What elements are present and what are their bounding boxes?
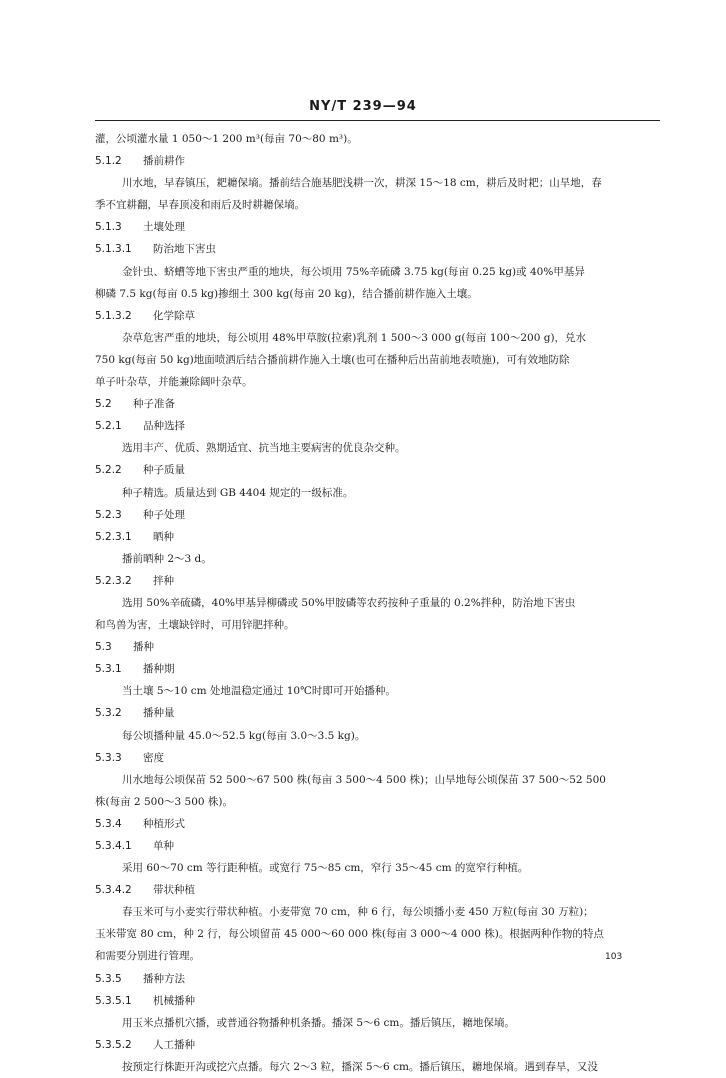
section-title: 播种: [133, 641, 154, 654]
section-title: 人工播种: [153, 1038, 195, 1051]
paragraph-line: 750 kg(每亩 50 kg)地面喷洒后结合播前耕作施入土壤(也可在播种后出苗前地表喷施)，可有效地防除: [95, 353, 570, 366]
section-heading: [95, 459, 660, 481]
section-number: 5.2.3: [95, 508, 122, 521]
section-title: 带状种植: [153, 884, 195, 897]
paragraph-line: 和鸟兽为害，土壤缺锌时，可用锌肥拌种。: [95, 619, 295, 632]
section-heading: [95, 150, 660, 172]
paragraph-first-line: 用玉米点播机穴播，或普通谷物播种机条播。播深 5～6 cm。播后镇压，耱地保墒。: [122, 1016, 515, 1029]
section-title: 种植形式: [143, 817, 185, 830]
section-heading: [95, 526, 660, 548]
section-title: 种子处理: [143, 508, 185, 521]
document-body: [95, 128, 660, 1078]
section-heading: [95, 747, 660, 769]
paragraph-first-line: 每公顷播种量 45.0～52.5 kg(每亩 3.0～3.5 kg)。: [122, 729, 366, 742]
section-number: 5.3.4.1: [95, 840, 132, 852]
section-number: 5.3.3: [95, 751, 122, 764]
paragraph-first-line: 春玉米可与小麦实行带状种植。小麦带宽 70 cm，种 6 行，每公顷播小麦 450 万粒(每亩 30 万粒)；: [122, 906, 594, 919]
paragraph-first-line: 当土壤 5～10 cm 处地温稳定通过 10℃时即可开始播种。: [122, 685, 396, 698]
section-heading: [95, 1034, 660, 1056]
paragraph-line: 玉米带宽 80 cm，种 2 行，每公顷留苗 45 000～60 000 株(每亩 3 000～4 000 株)。根据两种作物的特点: [95, 928, 604, 941]
section-number: 5.1.3.2: [95, 309, 132, 322]
page-number: 103: [605, 952, 623, 962]
section-heading: [95, 813, 660, 835]
paragraph-line: 和需要分别进行管理。: [95, 950, 200, 963]
paragraph-line: 季不宜耕翻，早春顶凌和雨后及时耕耱保墒。: [95, 199, 305, 212]
section-heading: [95, 990, 660, 1012]
paragraph-line: 灌，公顷灌水量 1 050～1 200 m³(每亩 70～80 m³)。: [95, 133, 358, 145]
section-heading: [95, 879, 660, 901]
section-number: 5.3.4.2: [95, 884, 132, 897]
paragraph-first-line: 种子精选。质量达到 GB 4404 规定的一级标准。: [122, 486, 354, 499]
section-heading: [95, 415, 660, 437]
section-title: 晒种: [153, 530, 174, 543]
paragraph-first-line: 采用 60～70 cm 等行距种植。或宽行 75～85 cm，窄行 35～45 cm 的宽窄行种植。: [122, 862, 529, 875]
section-heading: [95, 968, 660, 990]
section-heading: [95, 504, 660, 526]
section-number: 5.2.2: [95, 464, 122, 477]
section-title: 播前耕作: [143, 155, 185, 168]
section-number: 5.3.5: [95, 972, 122, 985]
paragraph-first-line: 选用丰产、优质、熟期适宜、抗当地主要病害的优良杂交种。: [122, 442, 406, 455]
section-number: 5.3: [95, 641, 112, 654]
section-title: 种子质量: [143, 464, 185, 477]
section-number: 5.2.1: [95, 420, 122, 433]
section-title: 单种: [153, 840, 174, 852]
section-heading: [95, 835, 660, 857]
section-heading: [95, 216, 660, 238]
section-number: 5.1.3: [95, 221, 122, 234]
section-title: 播种方法: [143, 972, 185, 985]
paragraph-first-line: 按预定行株距开沟或挖穴点播。每穴 2～3 粒，播深 5～6 cm。播后镇压，耱地保墒。遇到春旱，又没: [122, 1060, 598, 1073]
section-title: 密度: [143, 751, 164, 764]
section-number: 5.1.2: [95, 155, 122, 168]
section-number: 5.2: [95, 398, 112, 411]
section-title: 拌种: [153, 574, 174, 587]
section-number: 5.3.2: [95, 707, 122, 720]
paragraph-first-line: 川水地，早春镇压，耙耱保墒。播前结合施基肥浅耕一次，耕深 15～18 cm，耕后及时耙；山旱地，春: [122, 177, 602, 190]
section-title: 种子准备: [133, 398, 175, 411]
section-number: 5.3.4: [95, 817, 122, 830]
paragraph-first-line: 金针虫、蛴螬等地下害虫严重的地块，每公顷用 75%辛硫磷 3.75 kg(每亩 0.25 kg)或 40%甲基异: [122, 265, 585, 278]
section-heading: [95, 393, 660, 415]
section-heading: [95, 305, 660, 327]
section-heading: [95, 658, 660, 680]
section-heading: [95, 636, 660, 658]
section-title: 品种选择: [143, 420, 185, 433]
section-number: 5.3.1: [95, 663, 122, 676]
paragraph-first-line: 选用 50%辛硫磷，40%甲基异柳磷或 50%甲胺磷等农药按种子重量的 0.2%拌种，防治地下害虫: [122, 596, 576, 609]
section-number: 5.3.5.1: [95, 994, 132, 1007]
header-rule: [95, 120, 660, 121]
paragraph-first-line: 杂草危害严重的地块，每公顷用 48%甲草胺(拉索)乳剂 1 500～3 000 g(每亩 100～200 g)，兑水: [122, 331, 587, 344]
section-number: 5.2.3.2: [95, 574, 132, 587]
section-title: 化学除草: [153, 309, 195, 322]
paragraph-first-line: 播前晒种 2～3 d。: [122, 552, 212, 565]
page-header: NY/T 239—94: [309, 99, 417, 114]
section-title: 防治地下害虫: [153, 243, 216, 256]
section-heading: [95, 570, 660, 592]
section-number: 5.1.3.1: [95, 243, 132, 256]
paragraph-line: 株(每亩 2 500～3 500 株)。: [95, 795, 233, 808]
section-title: 土壤处理: [143, 221, 185, 234]
section-title: 播种量: [143, 707, 175, 720]
section-title: 播种期: [143, 663, 175, 676]
paragraph-line: 柳磷 7.5 kg(每亩 0.5 kg)掺细土 300 kg(每亩 20 kg)，结合播前耕作施入土壤。: [95, 287, 478, 300]
section-number: 5.3.5.2: [95, 1038, 132, 1051]
section-number: 5.2.3.1: [95, 530, 132, 543]
section-heading: [95, 238, 660, 260]
section-heading: [95, 702, 660, 724]
paragraph-first-line: 川水地每公顷保苗 52 500～67 500 株(每亩 3 500～4 500 株)；山旱地每公顷保苗 37 500～52 500: [122, 773, 606, 786]
paragraph-line: 单子叶杂草，并能兼除阔叶杂草。: [95, 376, 253, 389]
section-title: 机械播种: [153, 994, 195, 1007]
